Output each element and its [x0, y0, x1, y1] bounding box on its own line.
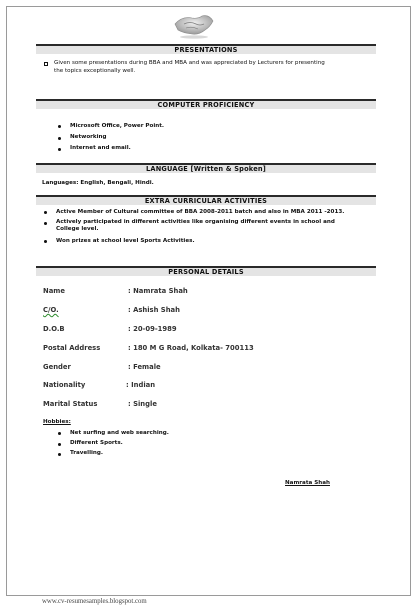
- computer-list: [54, 123, 164, 153]
- handshake-icon: [172, 10, 216, 40]
- list-item: Internet and email.: [54, 145, 164, 152]
- footer-url-link[interactable]: www.cv-resumesamples.blogspot.com: [42, 598, 147, 605]
- address-value: : 180 M G Road, Kolkata- 700113: [128, 344, 254, 352]
- presentations-line-2: the topics exceptionally well.: [54, 68, 136, 74]
- hobbies-title: Hobbies:: [43, 419, 71, 425]
- list-item-text: Active Member of Cultural committee of BBA 2008-2011 batch and also in MBA 2011 -2013.: [56, 209, 345, 215]
- list-item: Networking: [54, 134, 164, 141]
- nationality-value: : Indian: [126, 381, 156, 389]
- section-header-personal: PERSONAL DETAILS: [36, 266, 376, 276]
- list-item-text: Won prizes at school level Sports Activities.: [56, 237, 195, 244]
- gender-label: Gender: [43, 363, 71, 371]
- list-item-text: College level.: [56, 226, 99, 233]
- nationality-label: Nationality: [43, 381, 86, 389]
- list-item: [40, 238, 380, 245]
- name-value: : Namrata Shah: [128, 287, 188, 295]
- list-item: Net surfing and web searching.: [54, 430, 169, 437]
- section-header-language: LANGUAGE [Written & Spoken]: [36, 163, 376, 173]
- signature-name: Namrata Shah: [285, 480, 330, 486]
- section-header-presentations: PRESENTATIONS: [36, 44, 376, 54]
- list-item: Microsoft Office, Power Point.: [54, 123, 164, 130]
- languages-text: Languages: English, Bengali, Hindi.: [42, 180, 154, 186]
- list-item: Different Sports.: [54, 440, 169, 447]
- co-label: C/O.: [43, 306, 59, 314]
- name-label: Name: [43, 287, 65, 295]
- address-label: Postal Address: [43, 344, 101, 352]
- gender-value: : Female: [128, 363, 161, 371]
- dob-label: D.O.B: [43, 325, 65, 333]
- section-header-extra: EXTRA CURRICULAR ACTIVITIES: [36, 195, 376, 205]
- resume-page: [6, 6, 411, 596]
- co-value: : Ashish Shah: [128, 306, 180, 314]
- presentations-line-1: Given some presentations during BBA and MBA and was appreciated by Lecturers for presenting: [54, 60, 325, 66]
- list-item: Travelling.: [54, 450, 169, 457]
- list-item-text: Actively participated in different activities like organising different events in school and: [56, 219, 335, 226]
- list-item: [40, 219, 380, 233]
- dob-value: : 20-09-1989: [128, 325, 177, 333]
- square-bullet-icon: [44, 62, 48, 66]
- list-item: [40, 209, 380, 216]
- marital-label: Marital Status: [43, 400, 98, 408]
- extra-list: [40, 209, 380, 245]
- section-header-computer: COMPUTER PROFICIENCY: [36, 99, 376, 109]
- hobbies-list: [54, 430, 169, 458]
- marital-value: : Single: [128, 400, 157, 408]
